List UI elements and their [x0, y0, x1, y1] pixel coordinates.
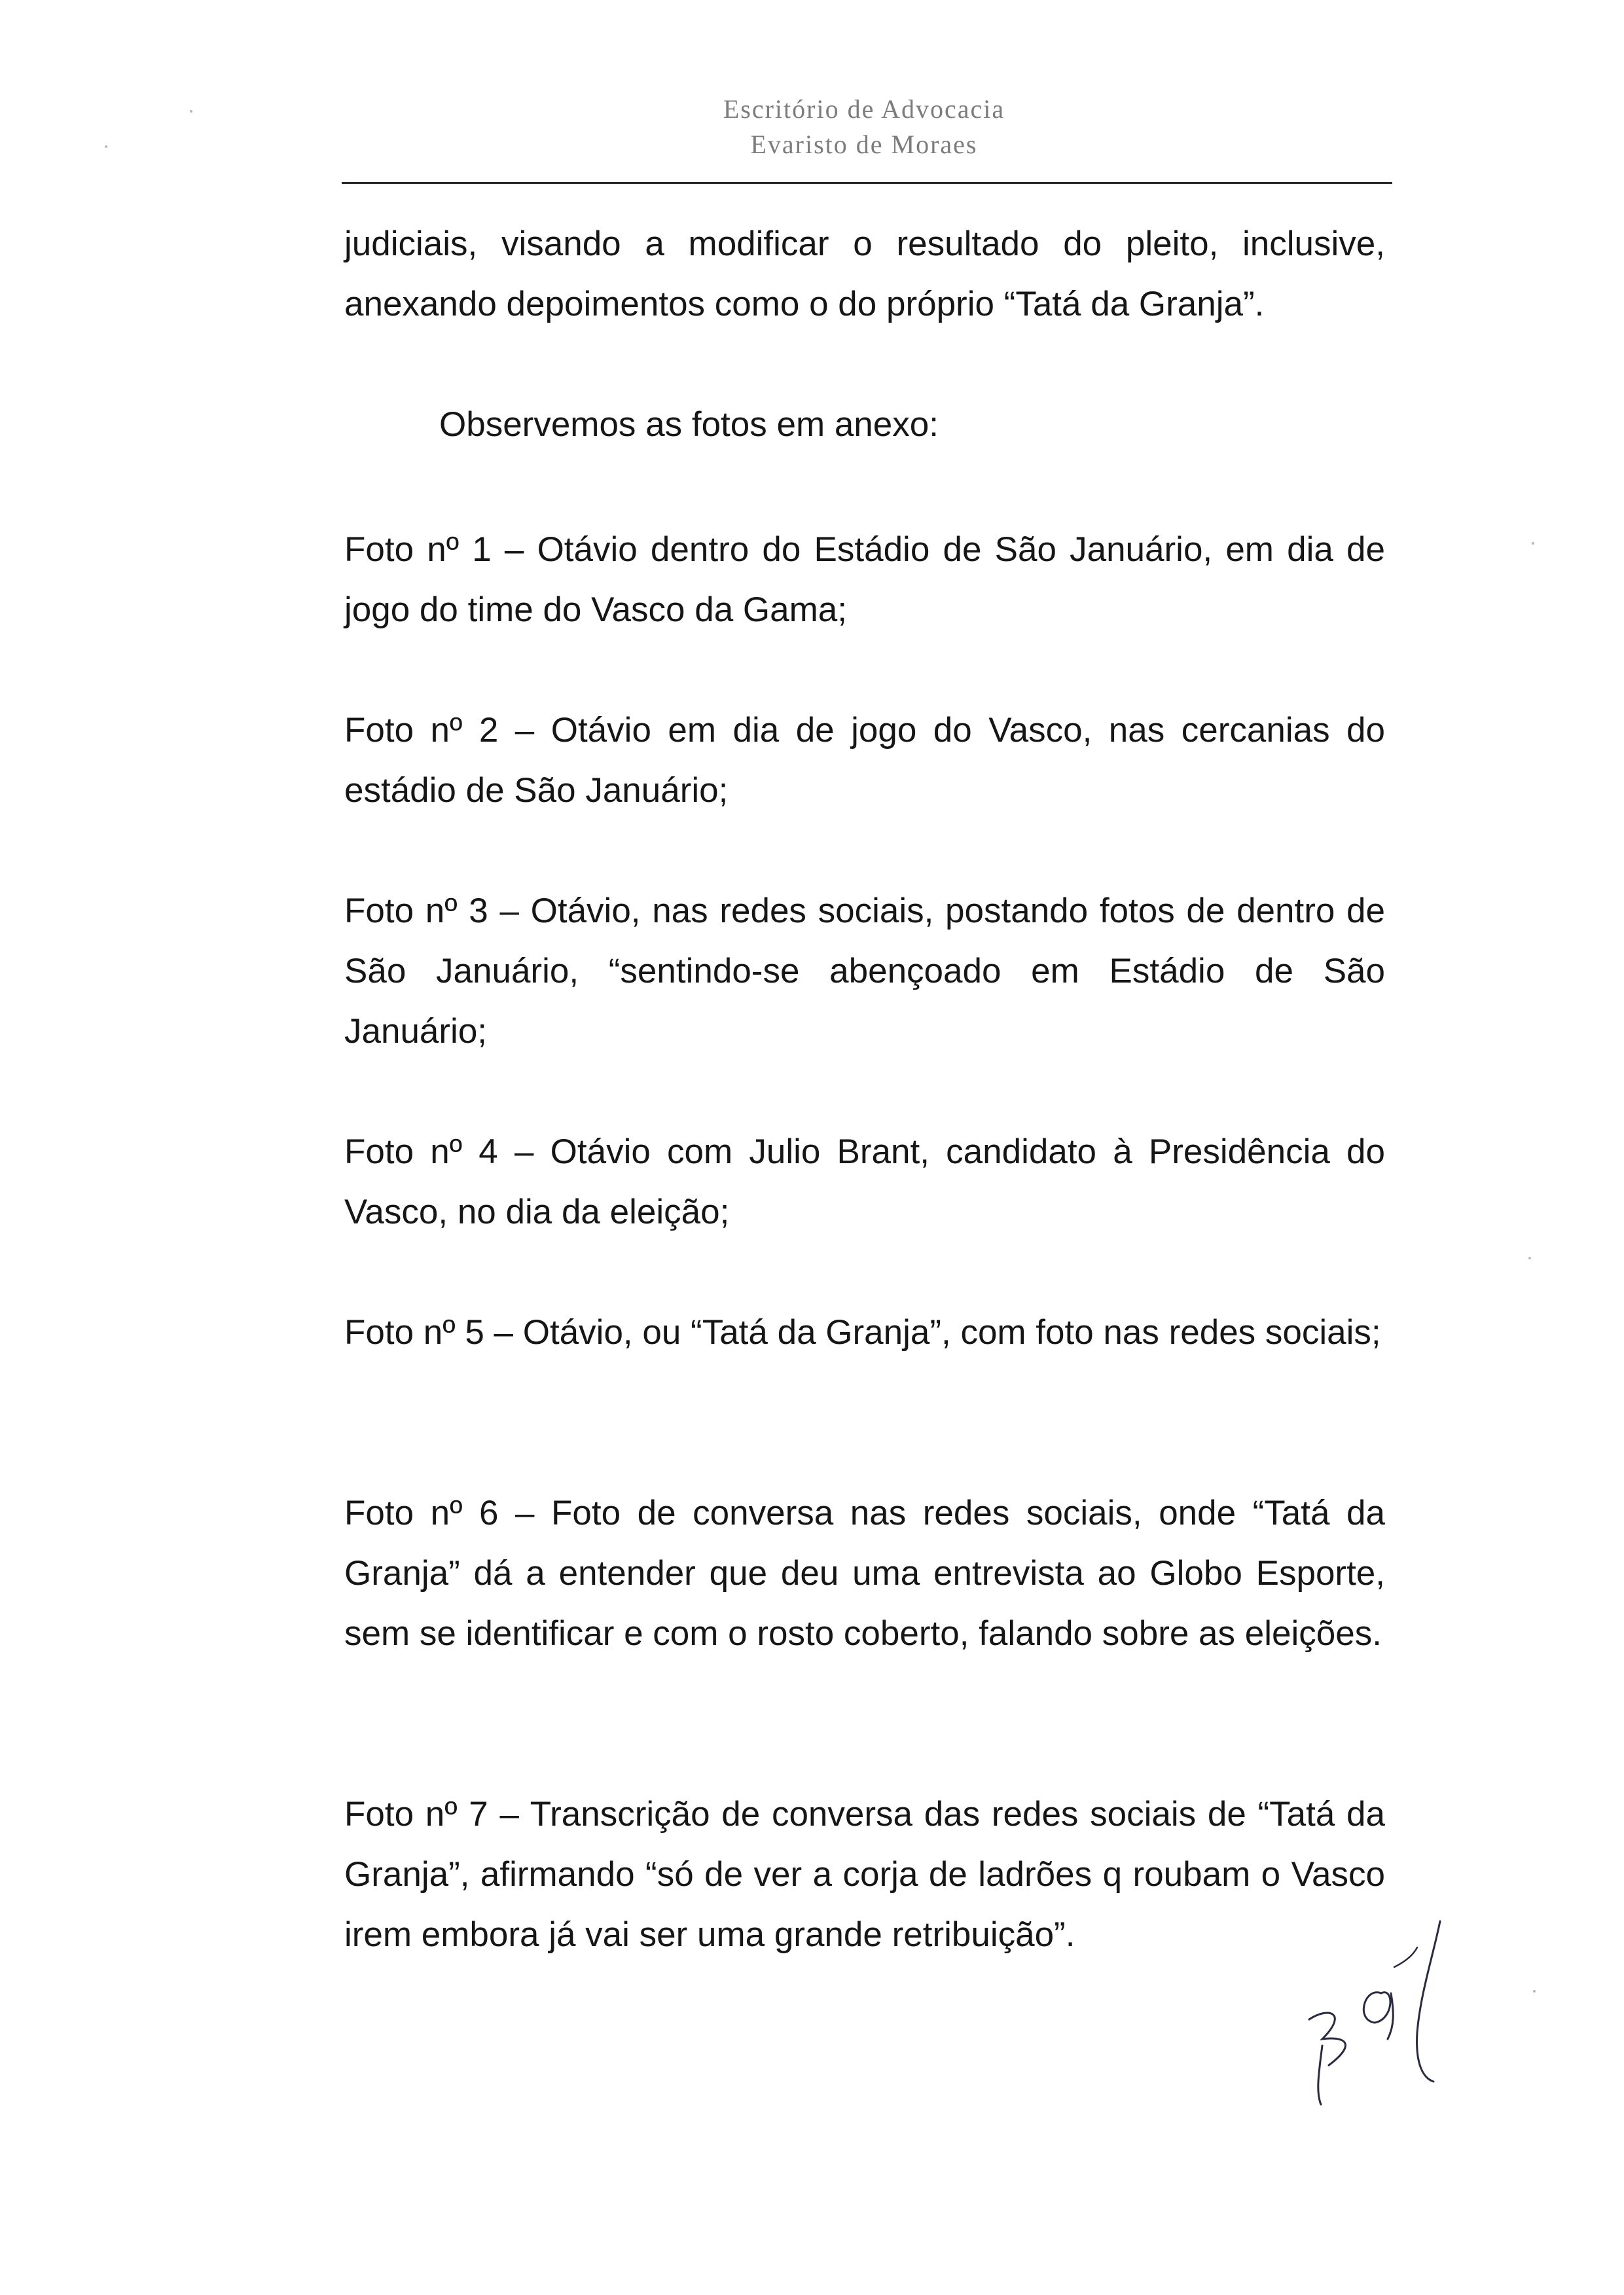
scan-speck: [1528, 1257, 1531, 1259]
scan-speck: [190, 110, 192, 113]
paragraph-photo-2: Foto nº 2 – Otávio em dia de jogo do Vasco, nas cercanias do estádio de São Januário;: [344, 711, 1385, 810]
paragraph-intro: judiciais, visando a modificar o resultado do pleito, inclusive, anexando depoimentos como o do próprio “Tatá da Granja”.: [344, 225, 1385, 323]
paragraph-photo-6: Foto nº 6 – Foto de conversa nas redes sociais, onde “Tatá da Granja” dá a entender que deu uma entrevista ao Globo Esporte, sem se identificar e com o rosto coberto, falando sobre as eleições.: [344, 1494, 1385, 1653]
scan-speck: [1532, 542, 1534, 545]
paragraph-photo-4: Foto nº 4 – Otávio com Julio Brant, candidato à Presidência do Vasco, no dia da eleição;: [344, 1132, 1385, 1231]
paragraph-photo-1: Foto nº 1 – Otávio dentro do Estádio de São Januário, em dia de jogo do time do Vasco da Gama;: [344, 530, 1385, 629]
scan-speck: [105, 145, 107, 148]
letterhead-firm-owner: Evaristo de Moraes: [750, 130, 978, 159]
paragraph-photo-3: Foto nº 3 – Otávio, nas redes sociais, postando fotos de dentro de São Januário, “sentindo-se abençoado em Estádio de São Januário;: [344, 892, 1385, 1051]
scan-speck: [1533, 1990, 1536, 1993]
paragraph-photo-5: Foto nº 5 – Otávio, ou “Tatá da Granja”, com foto nas redes sociais;: [344, 1313, 1381, 1352]
handwritten-initials: [1303, 1915, 1460, 2111]
paragraph-observe: Observemos as fotos em anexo:: [439, 405, 939, 444]
letterhead: [340, 92, 1388, 162]
paragraph-photo-7: Foto nº 7 – Transcrição de conversa das redes sociais de “Tatá da Granja”, afirmando “só de ver a corja de ladrões q roubam o Vasco irem embora já vai ser uma grande retribuição”.: [344, 1795, 1385, 1954]
header-rule: [342, 182, 1392, 184]
letterhead-firm-name: Escritório de Advocacia: [723, 94, 1005, 124]
